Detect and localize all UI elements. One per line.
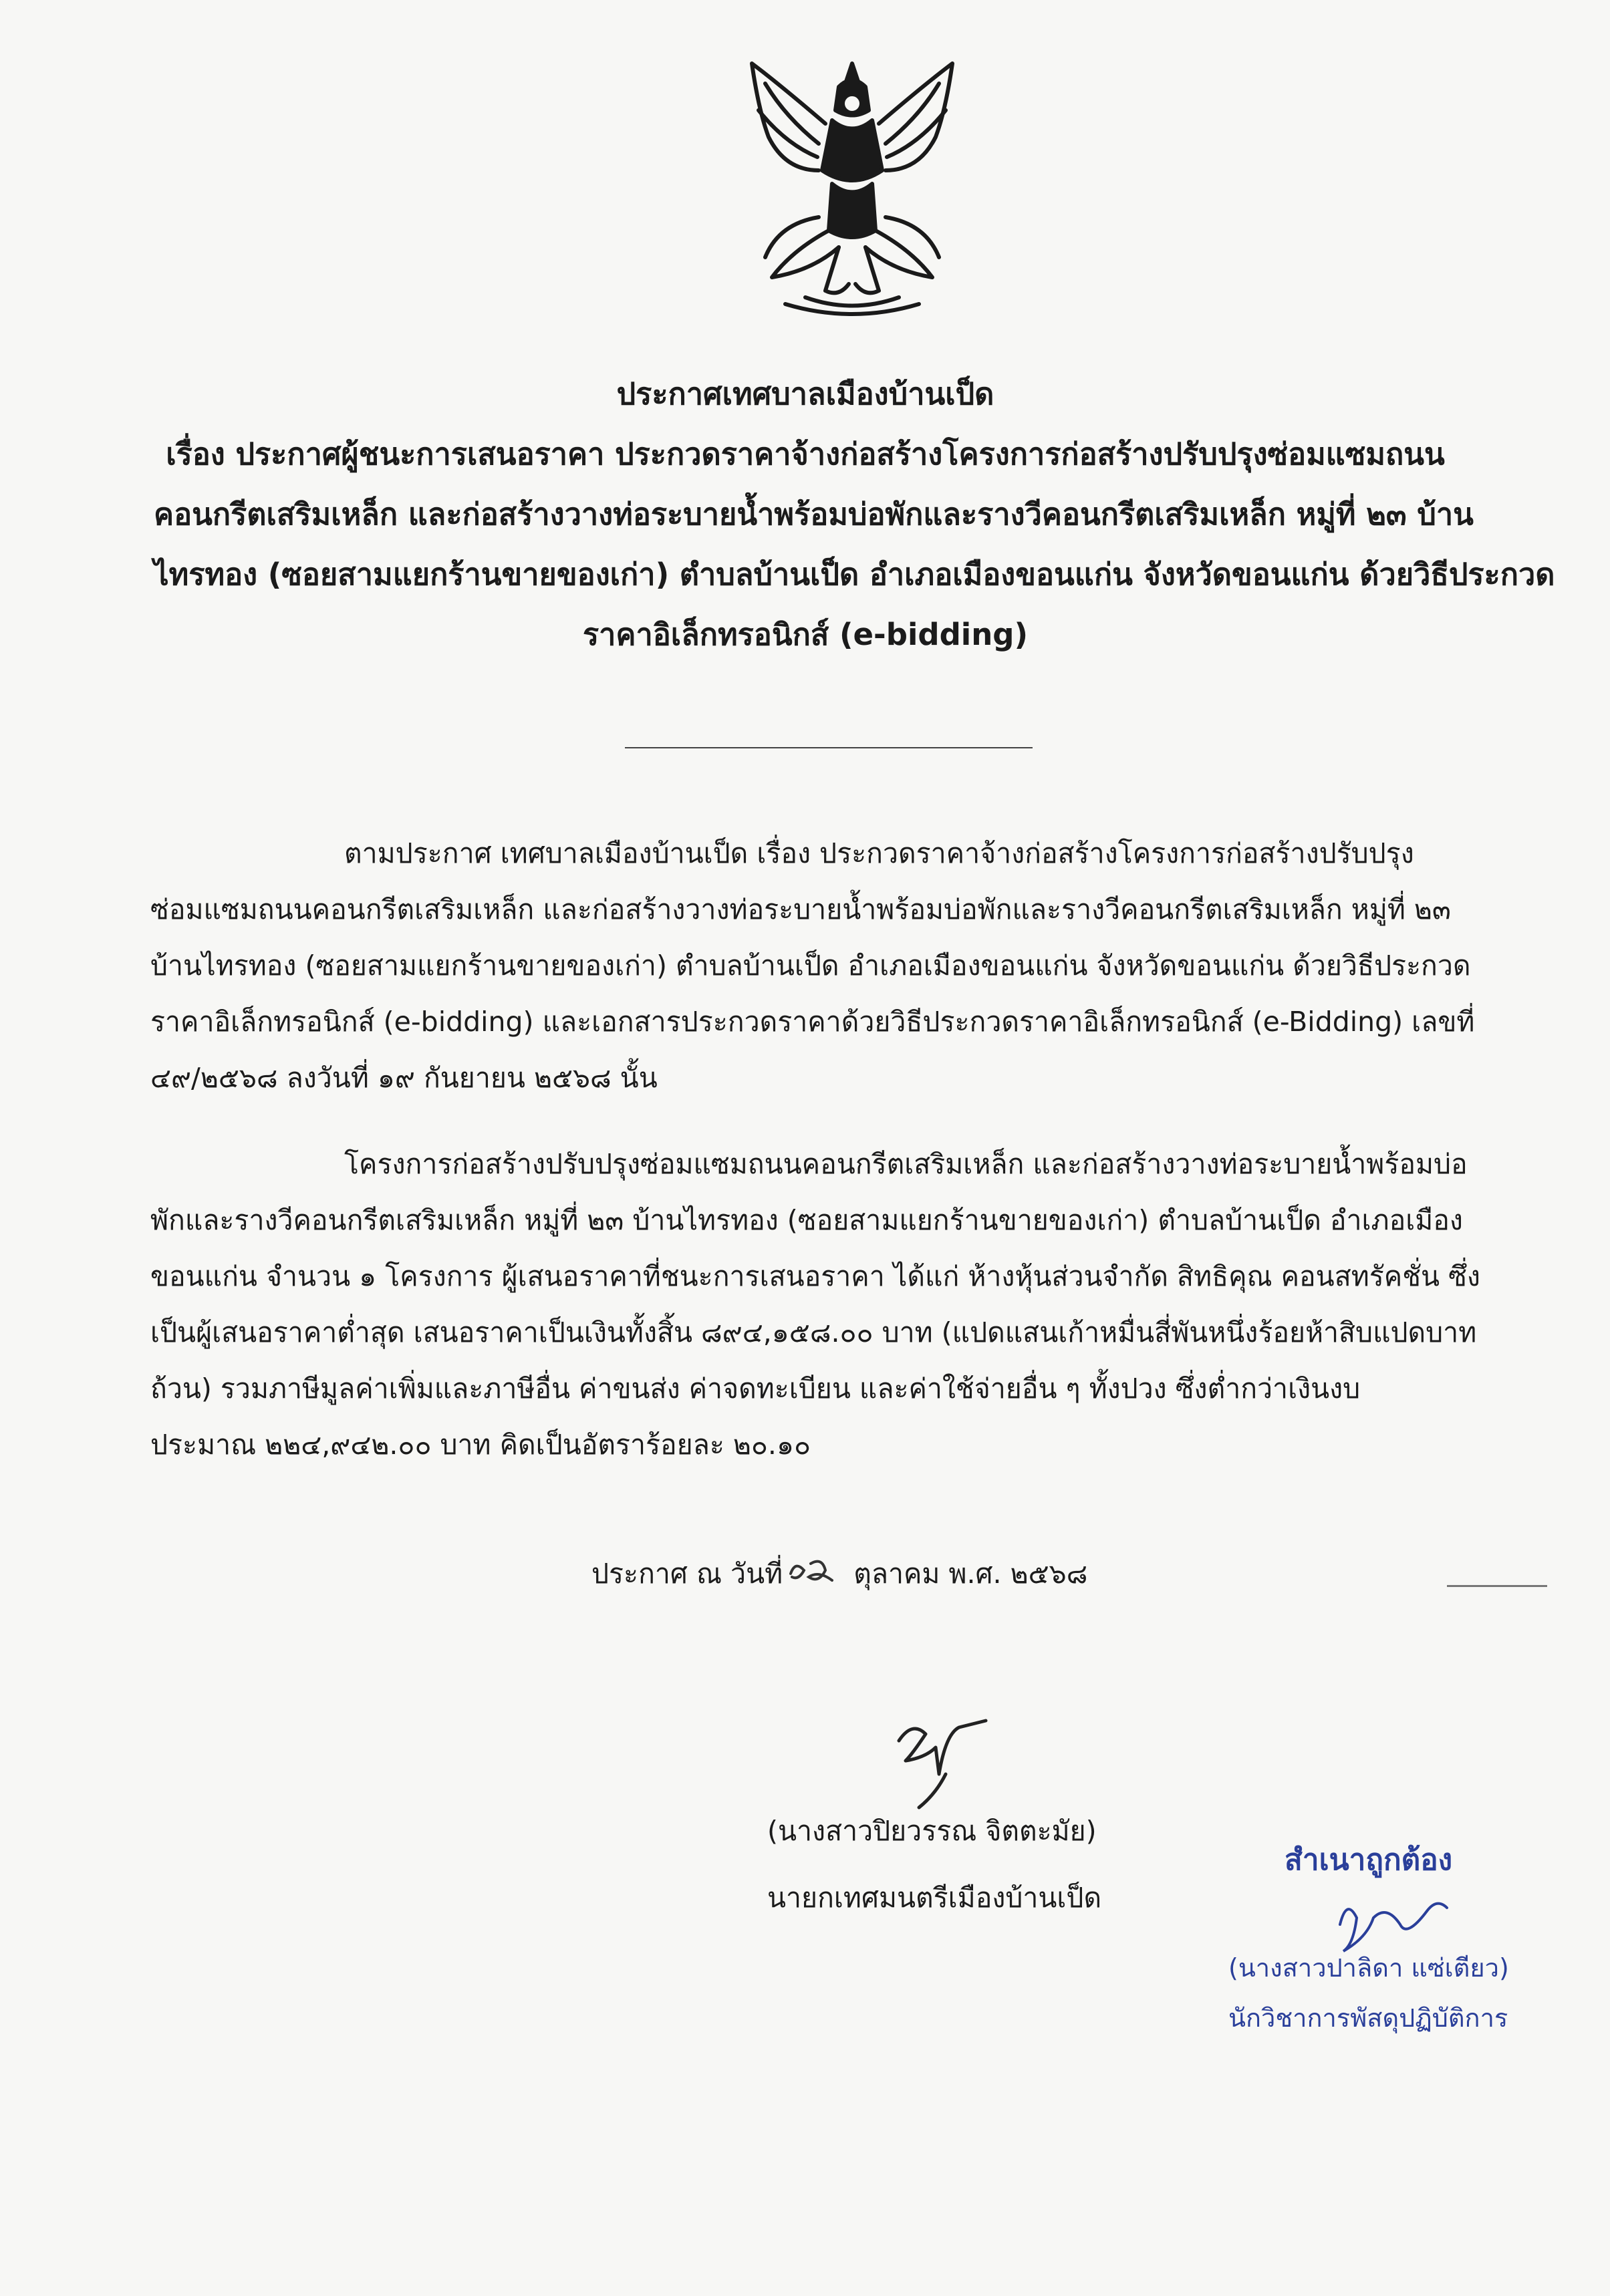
subject-line: ไทรทอง (ซอยสามแยกร้านขายของเก่า) ตำบลบ้านเป็ด อำเภอเมืองขอนแก่น จังหวัดขอนแก่น ด้วยวิธีประกวด xyxy=(154,557,1555,592)
announcement-date-prefix: ประกาศ ณ วันที่ xyxy=(591,1558,783,1590)
handwritten-day-mark xyxy=(785,1547,839,1594)
body-line: เป็นผู้เสนอราคาต่ำสุด เสนอราคาเป็นเงินทั้งสิ้น ๘๙๔,๑๕๘.๐๐ บาท (แปดแสนเก้าหมื่นสี่พันหนึ่งร้อยห้าสิบแปดบาท xyxy=(150,1316,1477,1348)
announcement-title: ประกาศเทศบาลเมืองบ้านเป็ด xyxy=(616,376,994,412)
margin-mark xyxy=(1447,1585,1547,1587)
body-line: ประมาณ ๒๒๔,๙๔๒.๐๐ บาท คิดเป็นอัตราร้อยละ ๒๐.๑๐ xyxy=(150,1429,811,1461)
garuda-emblem-icon xyxy=(739,57,966,317)
certified-copy-stamp-text: สำเนาถูกต้อง xyxy=(1285,1843,1453,1877)
mayor-signature-mark xyxy=(872,1694,1006,1814)
announcement-title-block xyxy=(154,364,1555,665)
signer-title: นายกเทศมนตรีเมืองบ้านเป็ด xyxy=(767,1882,1102,1914)
body-line: ตามประกาศ เทศบาลเมืองบ้านเป็ด เรื่อง ประกวดราคาจ้างก่อสร้างโครงการก่อสร้างปรับปรุง xyxy=(344,837,1414,869)
body-paragraph-2 xyxy=(150,1136,1480,1473)
body-line: ซ่อมแซมถนนคอนกรีตเสริมเหล็ก และก่อสร้างวางท่อระบายน้ำพร้อมบ่อพักและรางวีคอนกรีตเสริมเหล็ก หมู่ที่ ๒๓ xyxy=(150,893,1451,925)
title-divider xyxy=(625,747,1033,748)
body-line: ขอนแก่น จำนวน ๑ โครงการ ผู้เสนอราคาที่ชนะการเสนอราคา ได้แก่ ห้างหุ้นส่วนจำกัด สิทธิคุณ คอนสทรัคชั่น ซึ่ง xyxy=(150,1260,1480,1292)
subject-line: คอนกรีตเสริมเหล็ก และก่อสร้างวางท่อระบายน้ำพร้อมบ่อพักและรางวีคอนกรีตเสริมเหล็ก หมู่ที่ ๒๓ บ้าน xyxy=(154,496,1474,532)
subject-line: ราคาอิเล็กทรอนิกส์ (e-bidding) xyxy=(582,617,1029,652)
announcement-date xyxy=(591,1547,1087,1600)
announcement-date-suffix: ตุลาคม พ.ศ. ๒๕๖๘ xyxy=(853,1558,1088,1590)
subject-line: เรื่อง ประกาศผู้ชนะการเสนอราคา ประกวดราคาจ้างก่อสร้างโครงการก่อสร้างปรับปรุงซ่อมแซมถนน xyxy=(166,436,1445,472)
certifier-name: (นางสาวปาลิดา แซ่เตียว) xyxy=(1228,1953,1509,1983)
body-line: โครงการก่อสร้างปรับปรุงซ่อมแซมถนนคอนกรีตเสริมเหล็ก และก่อสร้างวางท่อระบายน้ำพร้อมบ่อ xyxy=(344,1148,1468,1180)
body-line: พักและรางวีคอนกรีตเสริมเหล็ก หมู่ที่ ๒๓ บ้านไทรทอง (ซอยสามแยกร้านขายของเก่า) ตำบลบ้านเป็ด อำเภอเมือง xyxy=(150,1204,1463,1236)
body-line: บ้านไทรทอง (ซอยสามแยกร้านขายของเก่า) ตำบลบ้านเป็ด อำเภอเมืองขอนแก่น จังหวัดขอนแก่น ด้วยวิธีประกวด xyxy=(150,950,1471,982)
body-line: ถ้วน) รวมภาษีมูลค่าเพิ่มและภาษีอื่น ค่าขนส่ง ค่าจดทะเบียน และค่าใช้จ่ายอื่น ๆ ทั้งปวง ซึ่งต่ำกว่าเงินงบ xyxy=(150,1373,1361,1405)
body-paragraph-1 xyxy=(150,825,1480,1106)
certifier-title: นักวิชาการพัสดุปฏิบัติการ xyxy=(1228,2003,1508,2033)
body-line: ๔๙/๒๕๖๘ ลงวันที่ ๑๙ กันยายน ๒๕๖๘ นั้น xyxy=(150,1062,658,1094)
body-line: ราคาอิเล็กทรอนิกส์ (e-bidding) และเอกสารประกวดราคาด้วยวิธีประกวดราคาอิเล็กทรอนิกส์ (e-Bidding) เลขที่ xyxy=(150,1006,1475,1038)
signer-name: (นางสาวปิยวรรณ จิตตะมัย) xyxy=(767,1815,1097,1847)
